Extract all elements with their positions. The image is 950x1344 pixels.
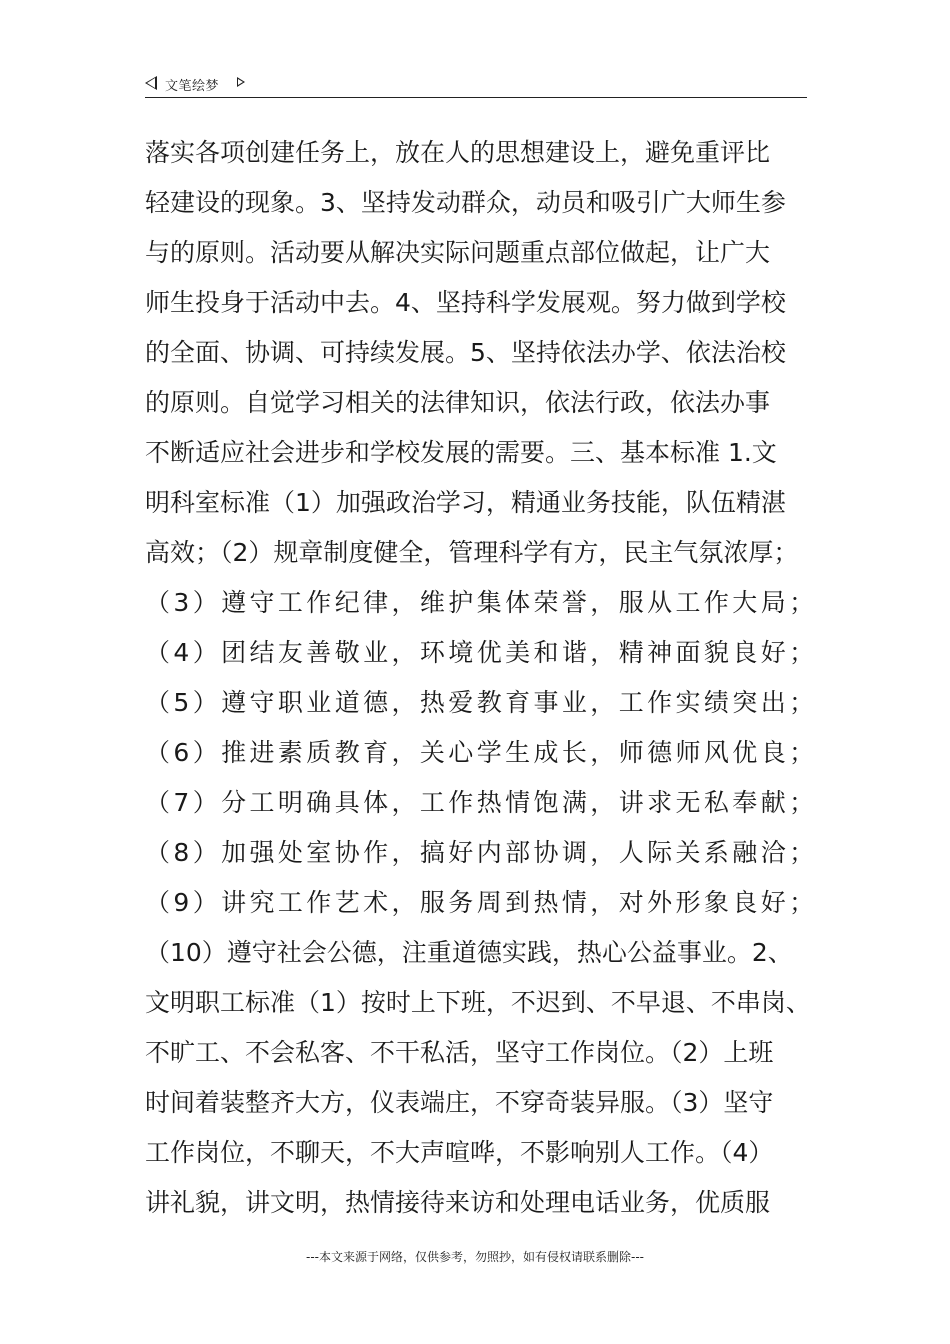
header-title: 文笔绘梦 [165,79,220,94]
text-line: （4）团结友善敬业，环境优美和谐，精神面貌良好； [145,638,818,667]
text-line: 的原则。自觉学习相关的法律知识，依法行政，依法办事 [145,388,771,417]
footer-notice: ---本文来源于网络，仅供参考，勿照抄，如有侵权请联系删除--- [306,1250,644,1264]
header-divider [145,97,807,98]
triangle-right-icon [237,77,245,87]
text-line: 时间着装整齐大方，仪表端庄，不穿奇装异服。（3）坚守 [145,1088,774,1117]
text-line: 高效；（2）规章制度健全，管理科学有方，民主气氛浓厚； [145,538,799,567]
text-line: 工作岗位，不聊天，不大声喧哗，不影响别人工作。（4） [145,1138,774,1167]
text-line: 轻建设的现象。3、坚持发动群众，动员和吸引广大师生参 [145,188,786,217]
page-header [145,72,807,98]
text-line: （7）分工明确具体，工作热情饱满，讲求无私奉献； [145,788,818,817]
text-line: 师生投身于活动中去。4、坚持科学发展观。努力做到学校 [145,288,786,317]
triangle-left-icon [145,76,157,90]
text-line: 明科室标准（1）加强政治学习，精通业务技能，队伍精湛 [145,488,786,517]
text-line: 与的原则。活动要从解决实际问题重点部位做起，让广大 [145,238,771,267]
text-line: （6）推进素质教育，关心学生成长，师德师风优良； [145,738,818,767]
text-line: 的全面、协调、可持续发展。5、坚持依法办学、依法治校 [145,338,786,367]
text-line: （9）讲究工作艺术，服务周到热情，对外形象良好； [145,888,818,917]
text-line: （5）遵守职业道德，热爱教育事业，工作实绩突出； [145,688,818,717]
text-line: （3）遵守工作纪律，维护集体荣誉，服从工作大局； [145,588,818,617]
document-body [145,128,845,1228]
text-line: 落实各项创建任务上，放在人的思想建设上，避免重评比 [145,138,771,167]
text-line: 文明职工标准（1）按时上下班，不迟到、不早退、不串岗、 [145,988,811,1017]
text-line: 讲礼貌，讲文明，热情接待来访和处理电话业务，优质服 [145,1188,771,1217]
text-line: （8）加强处室协作，搞好内部协调，人际关系融洽； [145,838,818,867]
text-line: 不断适应社会进步和学校发展的需要。三、基本标准 1.文 [145,438,777,467]
text-line: 不旷工、不会私客、不干私活，坚守工作岗位。（2）上班 [145,1038,774,1067]
text-line: （10）遵守社会公德，注重道德实践，热心公益事业。2、 [145,938,793,967]
